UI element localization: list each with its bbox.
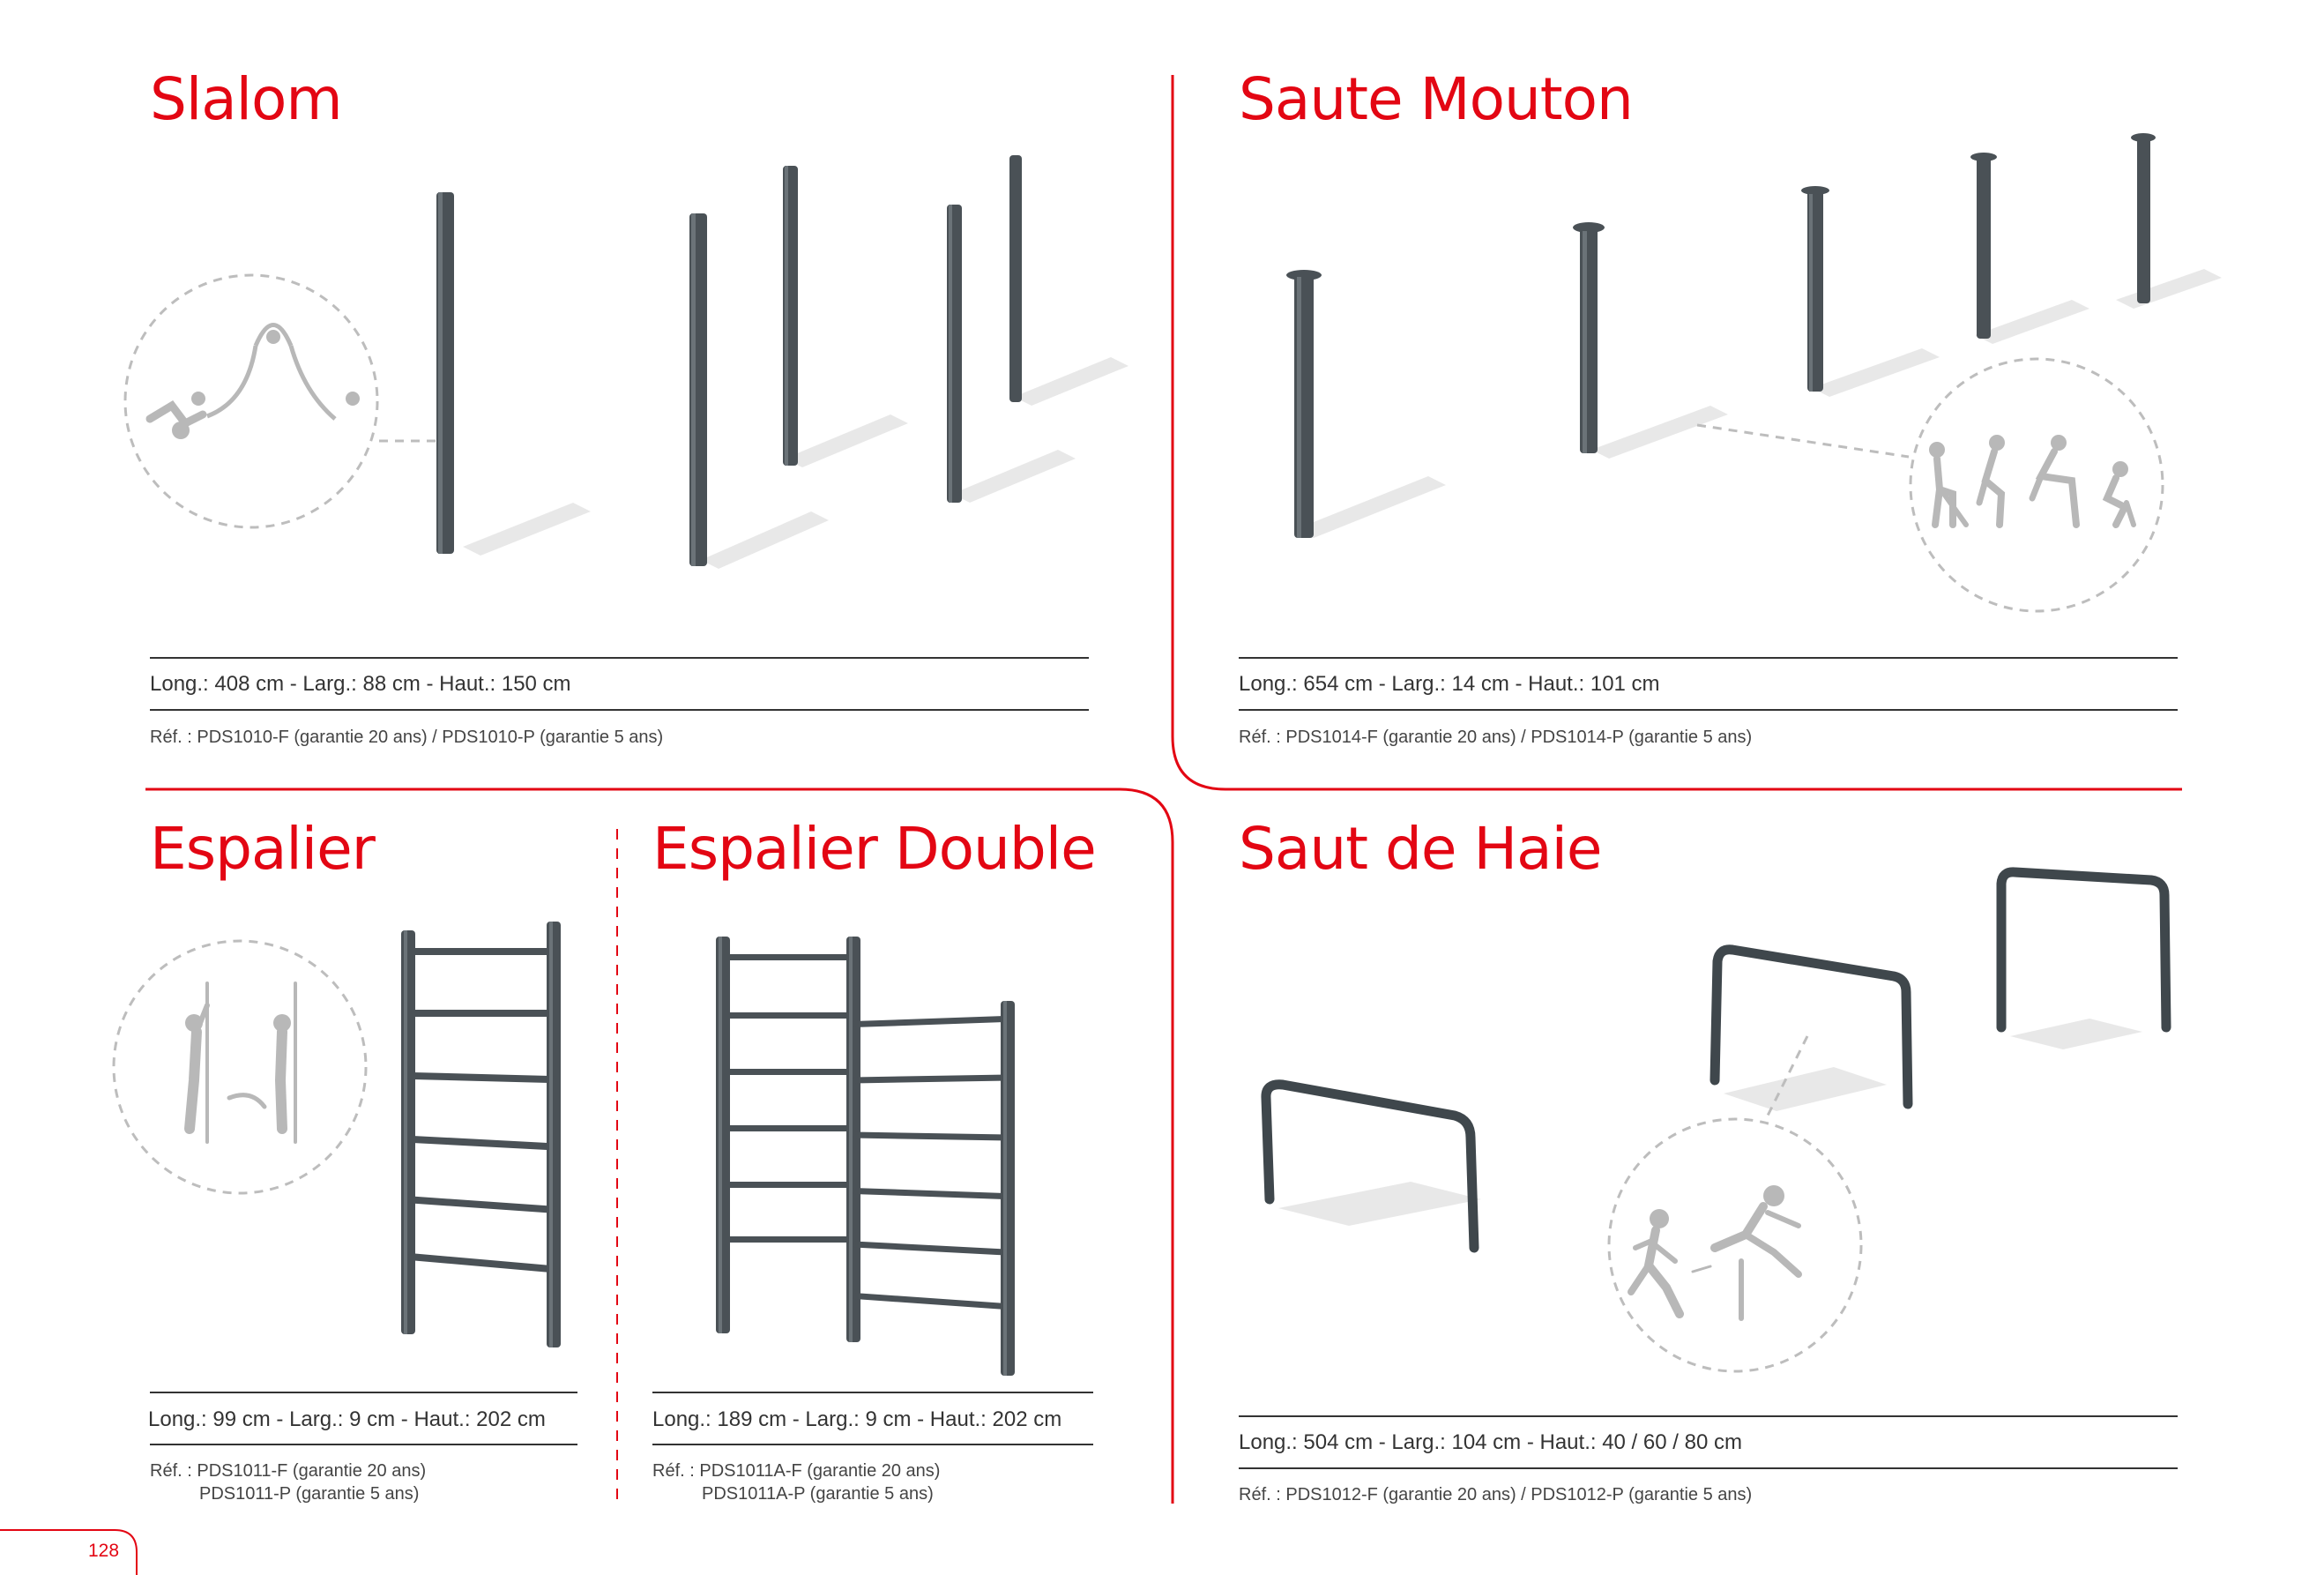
espalier-double-illustration	[696, 917, 1155, 1376]
espalier-dimensions: Long.: 99 cm - Larg.: 9 cm - Haut.: 202 cm	[148, 1407, 546, 1431]
wall-bars-exercise-icon	[114, 941, 366, 1193]
espalier-double-dimensions: Long.: 189 cm - Larg.: 9 cm - Haut.: 202 cm	[652, 1407, 1062, 1431]
saut-de-haie-rule-bottom	[1239, 1467, 2178, 1469]
espalier-title: Espalier	[150, 815, 375, 883]
slalom-title: Slalom	[150, 65, 342, 133]
saut-de-haie-rule-top	[1239, 1415, 2178, 1417]
espalier-rule-top	[150, 1392, 577, 1393]
espalier-rule-bottom	[150, 1444, 577, 1445]
espalier-double-ref-line2: PDS1011A-P (garantie 5 ans)	[702, 1484, 934, 1504]
saute-mouton-dimensions: Long.: 654 cm - Larg.: 14 cm - Haut.: 101 cm	[1239, 672, 1660, 696]
page-number: 128	[88, 1541, 120, 1561]
saut-de-haie-title: Saut de Haie	[1239, 815, 1602, 883]
saute-mouton-rule-top	[1239, 657, 2178, 659]
saut-de-haie-dimensions: Long.: 504 cm - Larg.: 104 cm - Haut.: 40 / 60 / 80 cm	[1239, 1430, 1742, 1454]
espalier-double-title: Espalier Double	[652, 815, 1096, 883]
espalier-ref-line2: PDS1011-P (garantie 5 ans)	[199, 1484, 420, 1504]
slalom-reference: Réf. : PDS1010-F (garantie 20 ans) / PDS1010-P (garantie 5 ans)	[150, 728, 664, 747]
espalier-double-rule-top	[652, 1392, 1093, 1393]
espalier-double-ref-line1: Réf. : PDS1011A-F (garantie 20 ans)	[652, 1461, 941, 1481]
slalom-dimensions: Long.: 408 cm - Larg.: 88 cm - Haut.: 150 cm	[150, 672, 571, 696]
saute-mouton-reference: Réf. : PDS1014-F (garantie 20 ans) / PDS1014-P (garantie 5 ans)	[1239, 728, 1753, 747]
espalier-double-reference	[652, 1459, 940, 1505]
saut-de-haie-reference: Réf. : PDS1012-F (garantie 20 ans) / PDS1012-P (garantie 5 ans)	[1239, 1485, 1753, 1504]
slalom-rule-top	[150, 657, 1089, 659]
espalier-ref-line1: Réf. : PDS1011-F (garantie 20 ans)	[150, 1461, 427, 1481]
leapfrog-exercise-icon	[1697, 359, 2163, 611]
slalom-illustration	[115, 123, 1084, 617]
saute-mouton-rule-bottom	[1239, 709, 2178, 711]
slalom-rule-bottom	[150, 709, 1089, 711]
espalier-reference	[150, 1459, 426, 1505]
saute-mouton-illustration	[1234, 123, 2222, 617]
saute-mouton-title: Saute Mouton	[1239, 65, 1633, 133]
slalom-exercise-icon	[125, 275, 441, 527]
espalier-double-rule-bottom	[652, 1444, 1093, 1445]
espalier-illustration	[106, 908, 600, 1349]
saut-de-haie-illustration	[1234, 847, 2222, 1393]
